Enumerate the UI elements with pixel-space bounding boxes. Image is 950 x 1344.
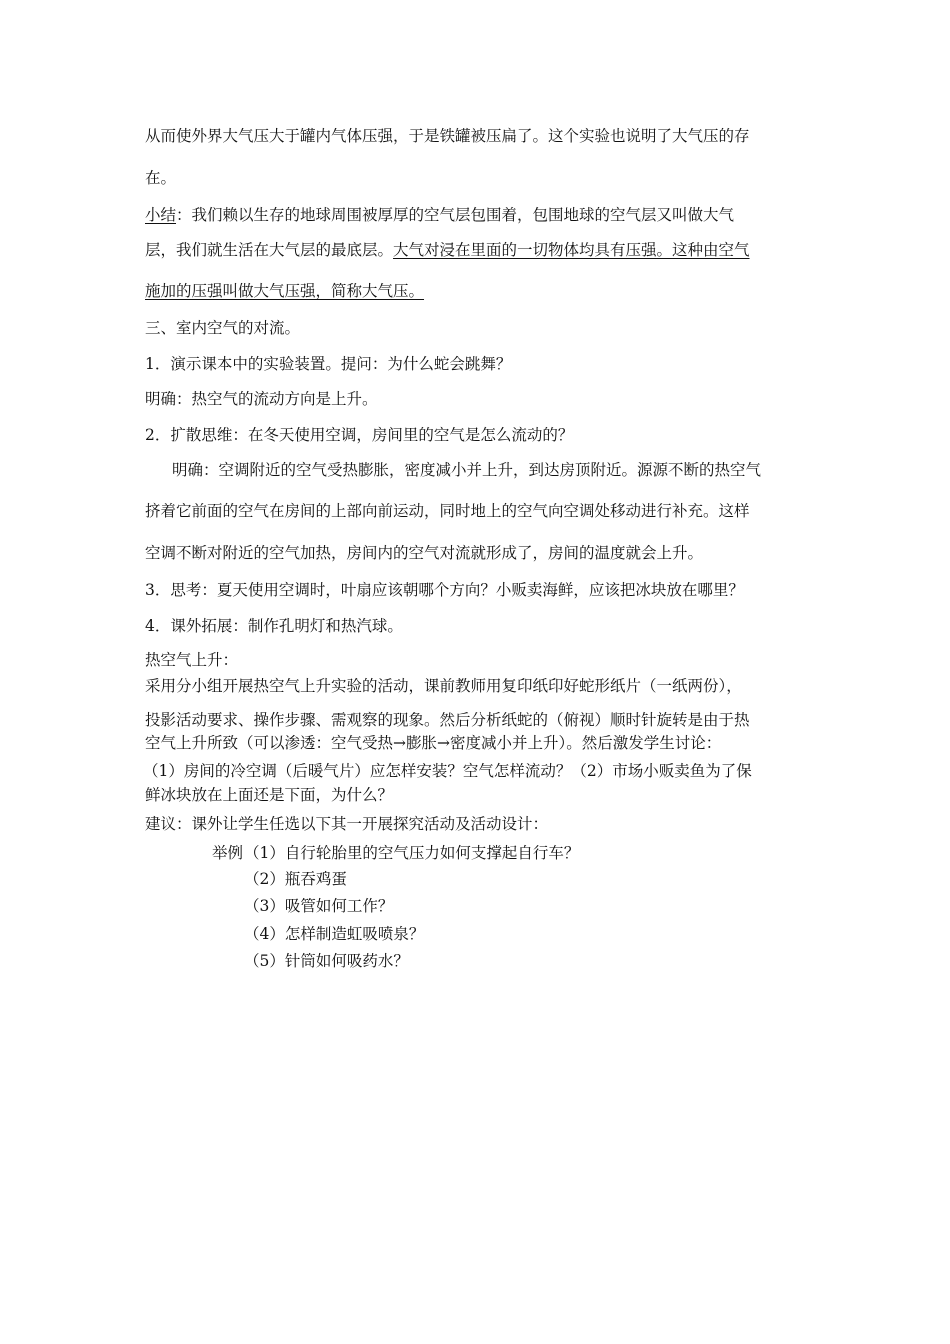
summary-definition: 施加的压强叫做大气压强，简称大气压。 (145, 282, 425, 300)
summary-definition: 大气对浸在里面的一切物体均具有压强。这种由空气 (393, 241, 750, 259)
list-item-answer: 空调不断对附近的空气加热，房间内的空气对流就形成了，房间的温度就会上升。 (145, 544, 704, 562)
example-item: （1）自行轮胎里的空气压力如何支撑起自行车？ (244, 844, 580, 862)
paragraph-line: 在。 (145, 169, 177, 187)
list-item-answer: 挤着它前面的空气在房间的上部向前运动，同时地上的空气向空调处移动进行补充。这样 (145, 502, 750, 520)
hot-air-line: 空气上升所致（可以渗透：空气受热→膨胀→密度减小并上升）。然后激发学生讨论： (145, 734, 722, 752)
section-heading: 三、室内空气的对流。 (145, 319, 301, 337)
list-item: 3．思考：夏天使用空调时，叶扇应该朝哪个方向？小贩卖海鲜，应该把冰块放在哪里？ (145, 581, 744, 599)
hot-air-line: 鲜冰块放在上面还是下面，为什么？ (145, 786, 394, 804)
summary-line (145, 205, 734, 225)
list-item-answer: 明确：空调附近的空气受热膨胀，密度减小并上升，到达房顶附近。源源不断的热空气 (172, 461, 762, 479)
example-item: （5）针筒如何吸药水？ (244, 952, 409, 970)
hot-air-line: 采用分小组开展热空气上升实验的活动，课前教师用复印纸印好蛇形纸片（一纸两份）， (145, 677, 742, 695)
paragraph-line: 从而使外界大气压大于罐内气体压强，于是铁罐被压扁了。这个实验也说明了大气压的存 (145, 127, 750, 145)
list-item: 1．演示课本中的实验装置。提问：为什么蛇会跳舞？ (145, 355, 512, 373)
summary-label: 小结 (145, 206, 177, 224)
example-item: （3）吸管如何工作？ (244, 897, 394, 915)
hot-air-line: （1）房间的冷空调（后暖气片）应怎样安装？空气怎样流动？（2）市场小贩卖鱼为了保 (143, 762, 752, 780)
summary-text: 层，我们就生活在大气层的最底层。 (145, 241, 394, 259)
summary-line (145, 240, 750, 260)
summary-colon: ： (176, 206, 192, 224)
example-label: 举例 (212, 844, 244, 862)
list-item: 4．课外拓展：制作孔明灯和热汽球。 (145, 617, 403, 635)
suggestion-line: 建议：课外让学生任选以下其一开展探究活动及活动设计： (145, 815, 549, 833)
summary-line (145, 281, 424, 301)
hot-air-heading: 热空气上升： (145, 651, 239, 669)
list-item: 2．扩散思维：在冬天使用空调，房间里的空气是怎么流动的？ (145, 426, 574, 444)
example-item: （4）怎样制造虹吸喷泉？ (244, 925, 425, 943)
list-item-answer: 明确：热空气的流动方向是上升。 (145, 390, 378, 408)
summary-text: 我们赖以生存的地球周围被厚厚的空气层包围着，包围地球的空气层又叫做大气 (191, 206, 735, 224)
hot-air-line: 投影活动要求、操作步骤、需观察的现象。然后分析纸蛇的（俯视）顺时针旋转是由于热 (145, 711, 750, 729)
example-item: （2）瓶吞鸡蛋 (244, 870, 347, 888)
